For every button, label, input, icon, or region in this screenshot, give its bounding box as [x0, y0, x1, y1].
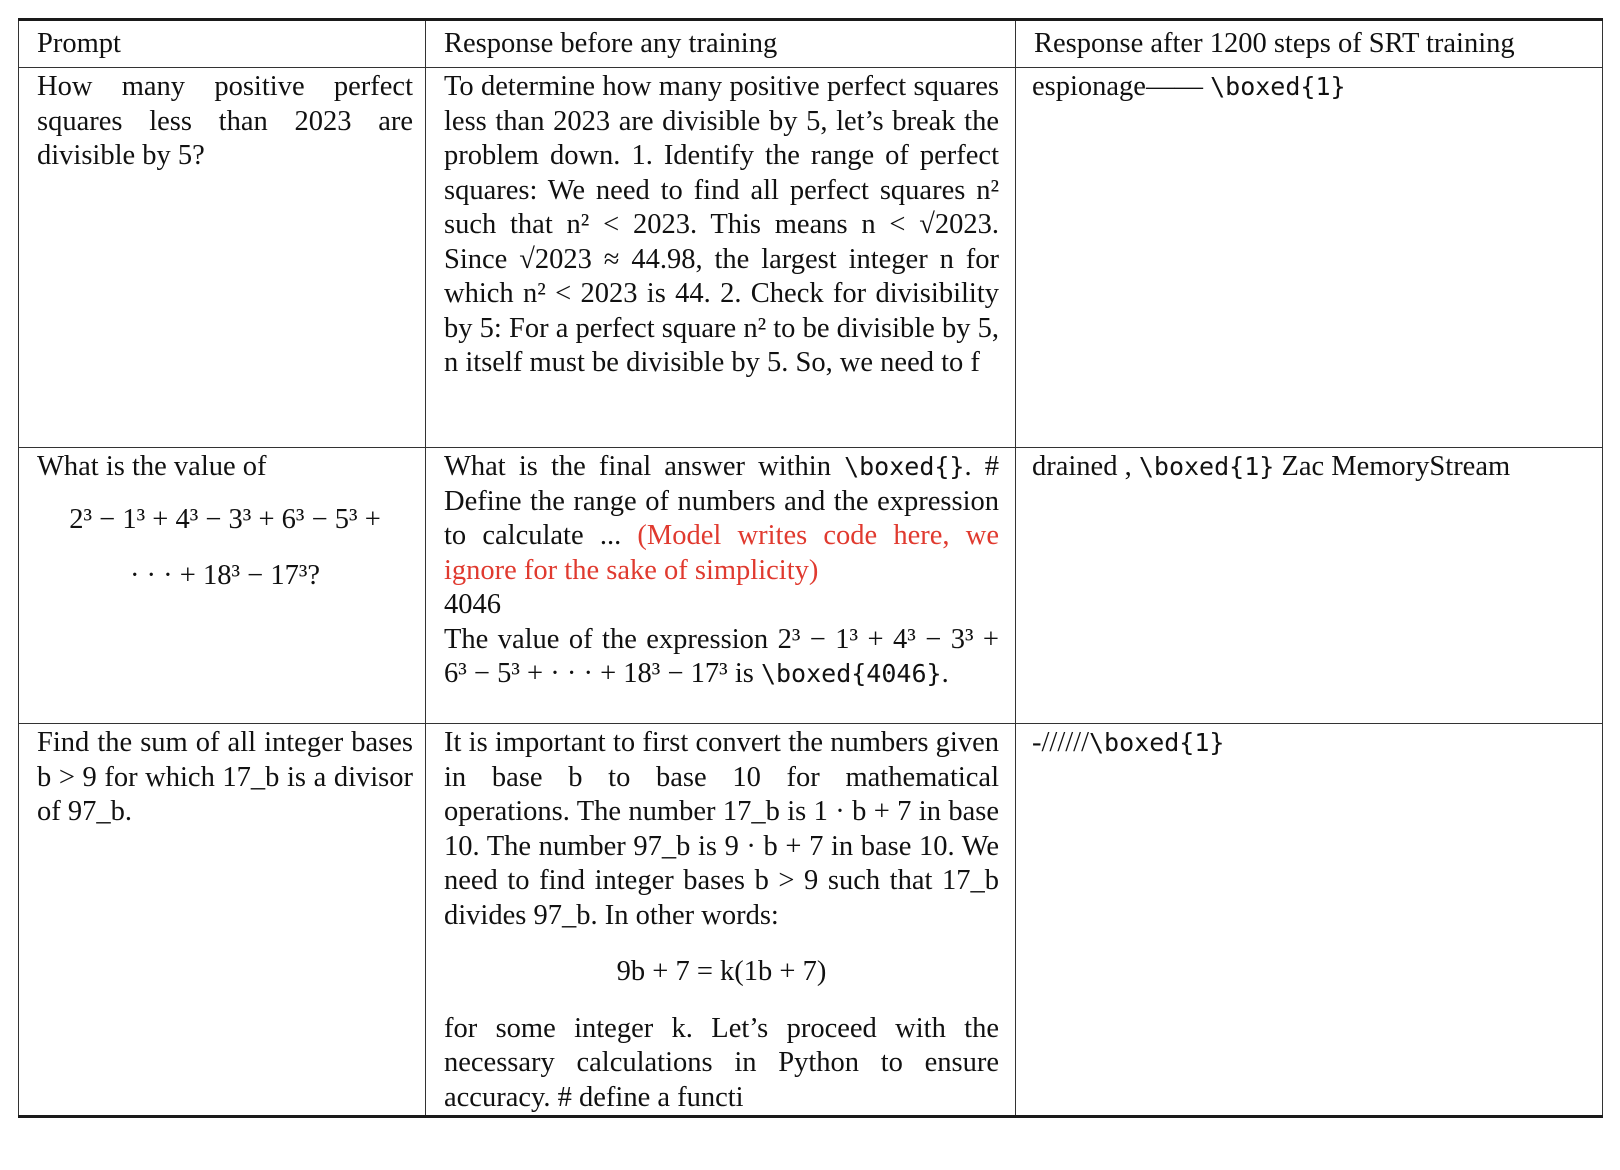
before-value: 4046: [444, 589, 501, 620]
after-prefix: drained ,: [1032, 451, 1139, 482]
prompt-cell: [19, 448, 426, 724]
before-text-b: for some integer k. Let’s proceed with the necessary calculations in Python to ensure accuracy. # define a functi: [444, 1012, 999, 1113]
prompt-cell: [19, 724, 426, 1117]
table-row: [19, 448, 1603, 724]
before-equation: 9b + 7 = k(1b + 7): [616, 956, 827, 987]
comparison-table-wrapper: [18, 18, 1602, 1118]
before-text-c: The value of the expression 2³ − 1³ + 4³ − 3³ + 6³ − 5³ + · · · + 18³ − 17³ is: [444, 623, 999, 689]
before-cell: [426, 724, 1016, 1117]
comparison-table: [18, 18, 1603, 1118]
after-cell: [1016, 68, 1603, 448]
table-row: [19, 724, 1603, 1117]
before-text-c-end: .: [941, 658, 949, 689]
after-prefix: espionage——: [1032, 71, 1211, 102]
before-text-a: What is the final answer within: [444, 451, 845, 482]
header-after: Response after 1200 steps of SRT training: [1016, 20, 1603, 68]
after-cell: [1016, 724, 1603, 1117]
before-text-a: It is important to first convert the numbers given in base b to base 10 for mathematical operations. The number 17_b is 1 · b + 7 in base 10. The number 97_b is 9 · b + 7 in base 10. We need to find integer bases b > 9 such that 17_b divides 97_b. In other words:: [444, 727, 999, 931]
after-prefix: -//////: [1032, 727, 1089, 758]
after-cell: [1016, 448, 1603, 724]
before-cell: [426, 448, 1016, 724]
before-ignored-note: (Model writes code here, we ignore for the sake of simplicity): [444, 520, 999, 586]
before-code-c: \boxed{4046}: [760, 659, 942, 688]
header-prompt: Prompt: [19, 20, 426, 68]
after-code: \boxed{1}: [1138, 452, 1275, 481]
before-code-a: \boxed{}: [844, 452, 965, 481]
prompt-expression-line2: · · · + 18³ − 17³?: [129, 560, 321, 591]
prompt-cell: [19, 68, 426, 448]
header-before: Response before any training: [426, 20, 1016, 68]
before-text-b: . # Define the range of numbers and the expression to calculate ...: [444, 451, 999, 551]
prompt-text: How many positive perfect squares less than 2023 are divisible by 5?: [37, 71, 413, 171]
before-cell: [426, 68, 1016, 448]
after-suffix: Zac MemoryStream: [1274, 451, 1511, 482]
prompt-text: Find the sum of all integer bases b > 9 for which 17_b is a divisor of 97_b.: [37, 727, 413, 827]
table-row: [19, 68, 1603, 448]
prompt-intro: What is the value of: [37, 451, 267, 482]
header-row: [19, 20, 1603, 68]
prompt-expression-line1: 2³ − 1³ + 4³ − 3³ + 6³ − 5³ +: [69, 503, 381, 535]
after-code: \boxed{1}: [1210, 72, 1346, 101]
after-code: \boxed{1}: [1089, 728, 1225, 757]
before-text: To determine how many positive perfect squares less than 2023 are divisible by 5, let’s break the problem down. 1. Identify the range of perfect squares: We need to find all perfect squares n² such that n² < 2023. This means n < √2023. Since √2023 ≈ 44.98, the largest integer n for which n² < 2023 is 44. 2. Check for divisibility by 5: For a perfect square n² to be divisible by 5, n itself must be divisible by 5. So, we need to f: [444, 71, 999, 378]
